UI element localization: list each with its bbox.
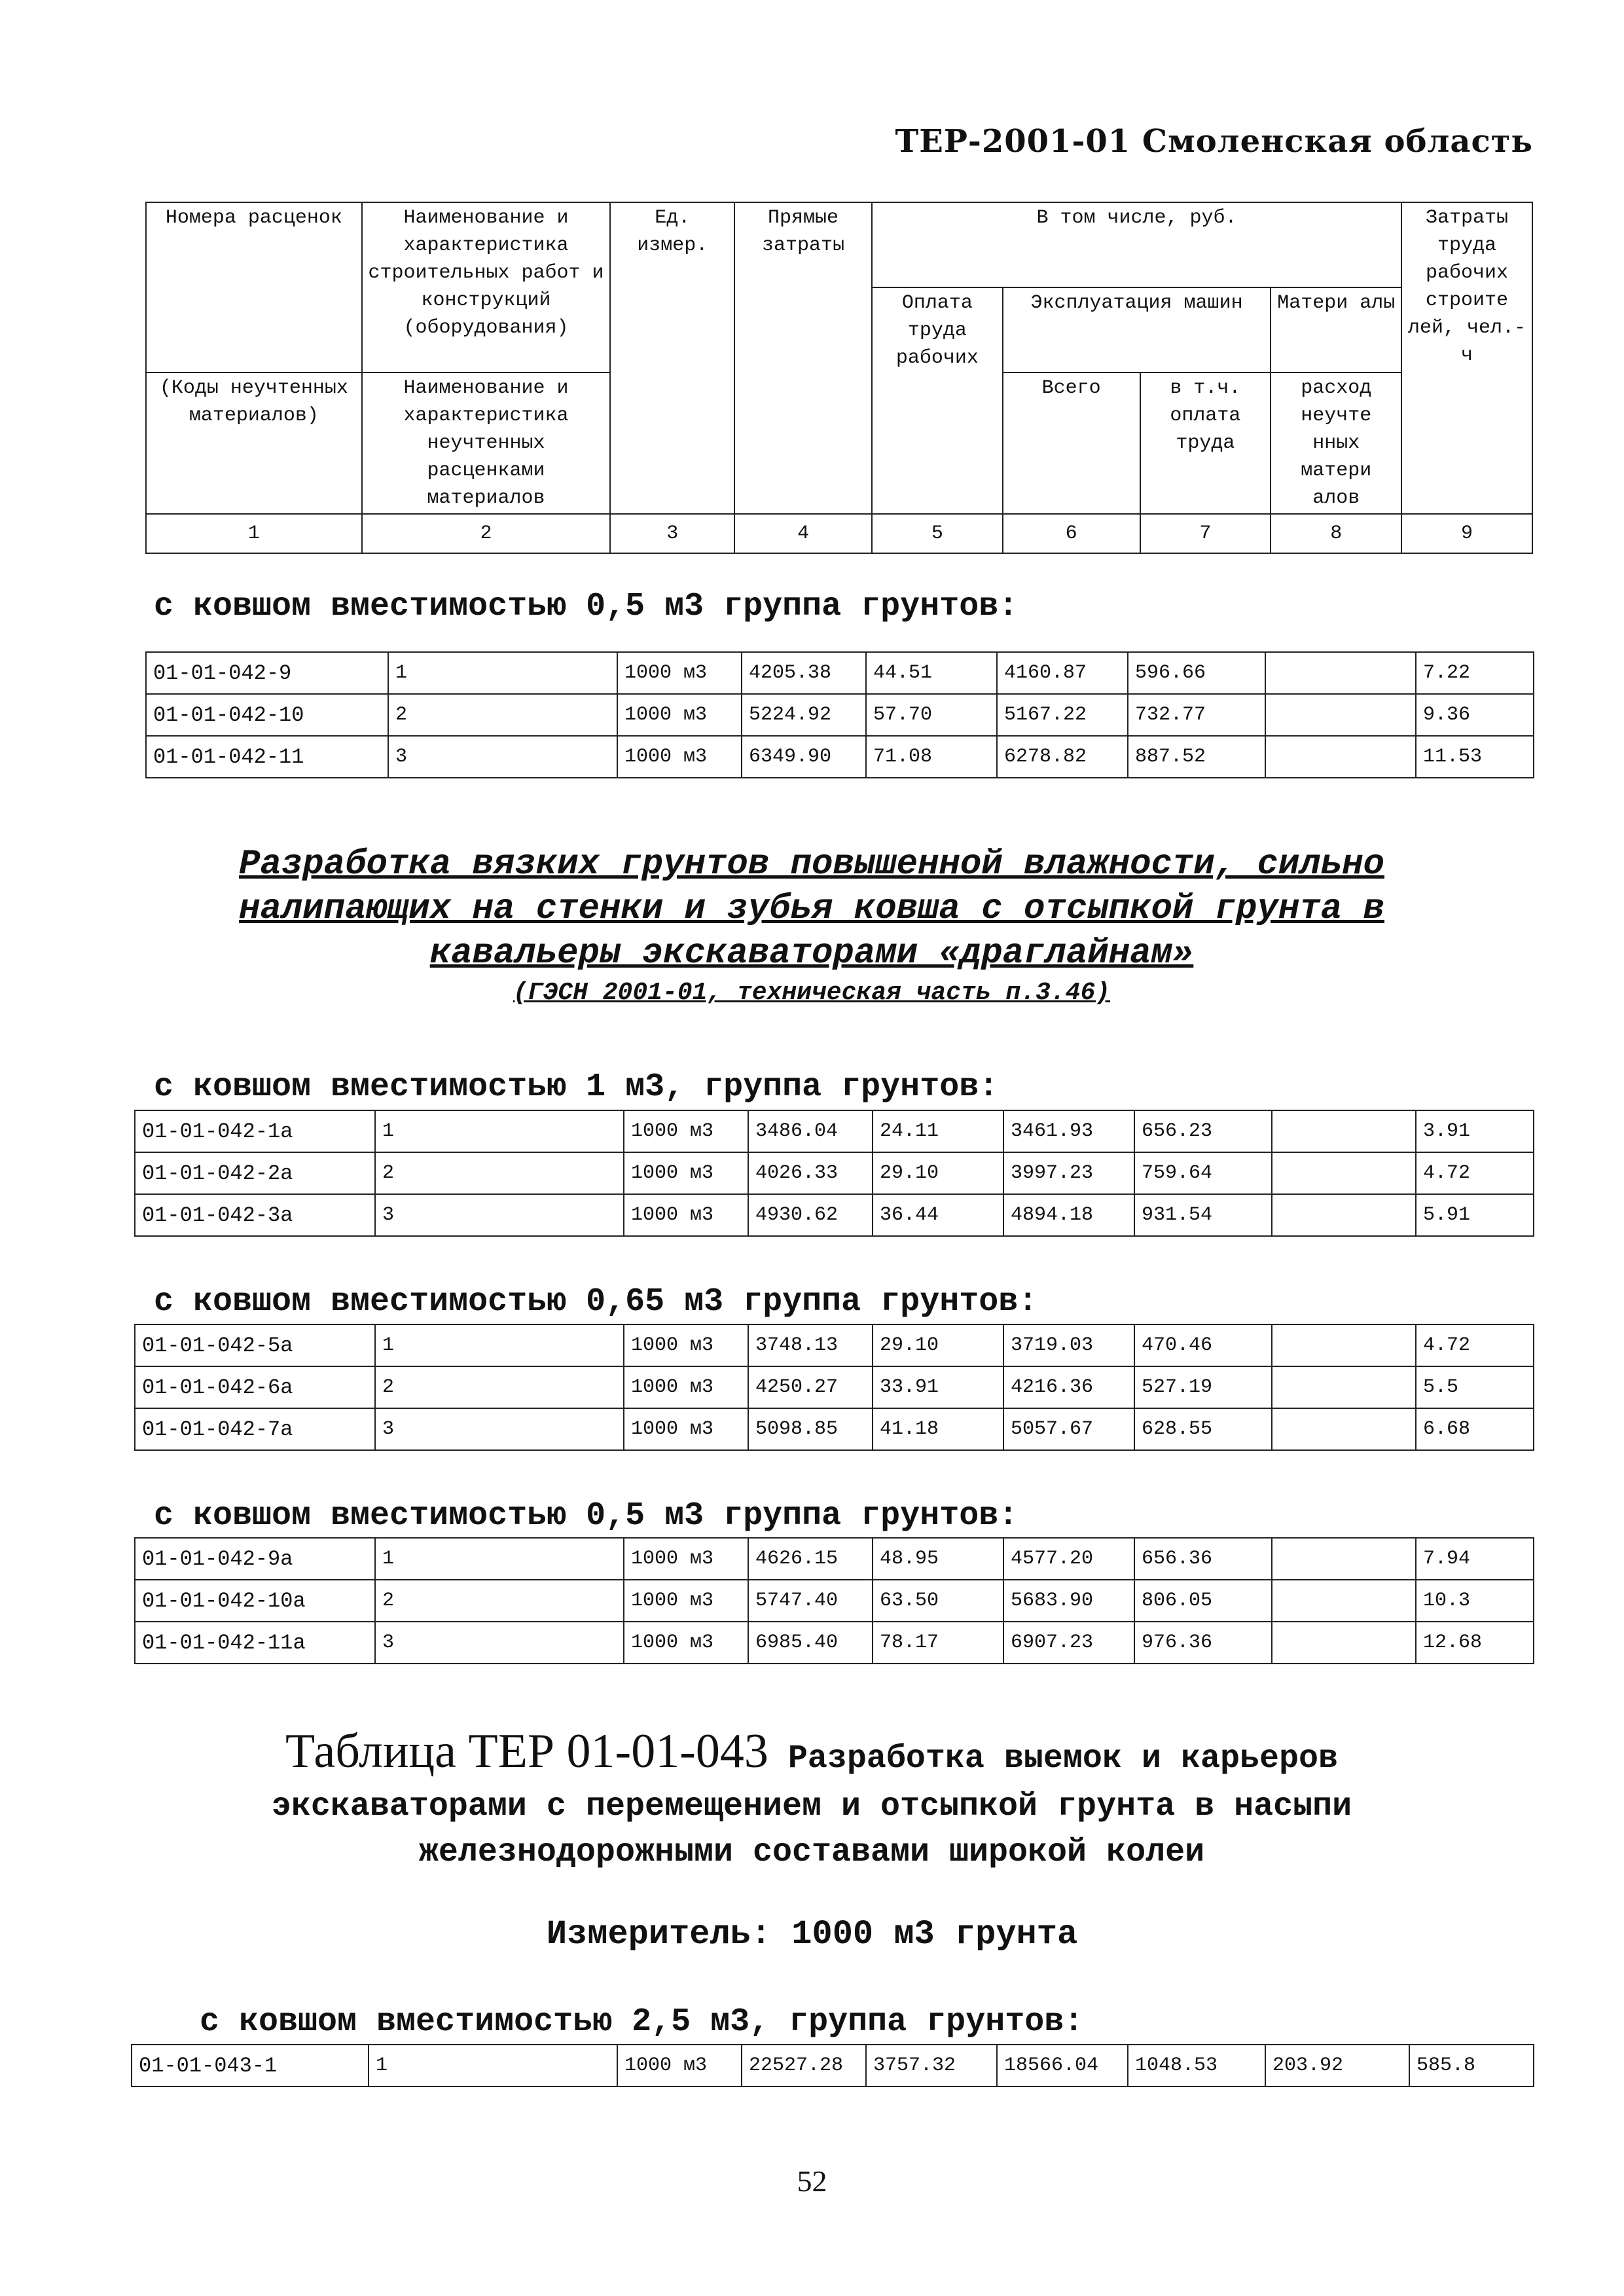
unit: 1000 м3: [617, 736, 742, 778]
direct-costs: 22527.28: [742, 2045, 866, 2086]
unit: 1000 м3: [624, 1408, 748, 1450]
materials: 203.92: [1265, 2045, 1409, 2086]
table-043-caption: [131, 1724, 1492, 1782]
labor-pay: 41.18: [873, 1408, 1003, 1450]
machines-total: 5167.22: [997, 694, 1128, 736]
col-group-including: В том числе, руб.: [872, 202, 1401, 287]
table-row: [135, 1194, 1534, 1236]
rates-table-1-m3: [134, 1110, 1534, 1237]
rate-code: 01-01-042-5а: [135, 1324, 375, 1366]
table-row: [146, 736, 1534, 778]
machines-labor: 976.36: [1134, 1622, 1272, 1664]
machines-labor: 806.05: [1134, 1580, 1272, 1622]
machines-labor: 887.52: [1128, 736, 1265, 778]
unit: 1000 м3: [617, 2045, 742, 2086]
machines-total: 3997.23: [1003, 1152, 1134, 1194]
work-item: 2: [375, 1366, 624, 1408]
labor-pay: 78.17: [873, 1622, 1003, 1664]
labor-pay: 57.70: [866, 694, 997, 736]
direct-costs: 6349.90: [742, 736, 866, 778]
col-labor-pay: Оплата труда рабочих: [872, 287, 1003, 514]
rate-code: 01-01-042-3а: [135, 1194, 375, 1236]
work-item: 3: [375, 1194, 624, 1236]
labor-hours: 4.72: [1416, 1324, 1534, 1366]
work-item: 1: [375, 1324, 624, 1366]
work-item: 1: [388, 652, 617, 694]
col-number: 7: [1140, 514, 1271, 553]
table-043-label: Таблица ТЕР 01-01-043: [285, 1724, 768, 1778]
labor-pay: 71.08: [866, 736, 997, 778]
section-title-line3: кавальеры экскаваторами «драглайнам»: [429, 934, 1194, 974]
labor-pay: 29.10: [873, 1152, 1003, 1194]
labor-hours: 10.3: [1416, 1580, 1534, 1622]
materials: [1272, 1152, 1416, 1194]
labor-hours: 9.36: [1416, 694, 1534, 736]
direct-costs: 5224.92: [742, 694, 866, 736]
machines-labor: 732.77: [1128, 694, 1265, 736]
materials: [1272, 1110, 1416, 1152]
machines-total: 3719.03: [1003, 1324, 1134, 1366]
table-row: [135, 1622, 1534, 1664]
unit: 1000 м3: [624, 1580, 748, 1622]
labor-pay: 24.11: [873, 1110, 1003, 1152]
labor-hours: 6.68: [1416, 1408, 1534, 1450]
labor-hours: 3.91: [1416, 1110, 1534, 1152]
section-heading: с ковшом вместимостью 0,5 м3 группа грунтов:: [154, 588, 1019, 625]
col-labor-hours: Затраты труда рабочих строите лей, чел.-ч: [1401, 202, 1532, 514]
machines-labor: 656.23: [1134, 1110, 1272, 1152]
table-row: [135, 1152, 1534, 1194]
col-number: 2: [362, 514, 611, 553]
work-item: 1: [369, 2045, 617, 2086]
rate-code: 01-01-042-11а: [135, 1622, 375, 1664]
machines-total: 6907.23: [1003, 1622, 1134, 1664]
labor-pay: 36.44: [873, 1194, 1003, 1236]
machines-total: 4160.87: [997, 652, 1128, 694]
labor-pay: 29.10: [873, 1324, 1003, 1366]
materials: [1272, 1580, 1416, 1622]
rate-code: 01-01-042-10: [146, 694, 388, 736]
unit: 1000 м3: [624, 1110, 748, 1152]
machines-labor: 470.46: [1134, 1324, 1272, 1366]
section-title-reference: (ГЭСН 2001-01, техническая часть п.3.46): [513, 979, 1111, 1007]
direct-costs: 5098.85: [748, 1408, 873, 1450]
unit: 1000 м3: [624, 1152, 748, 1194]
machines-labor: 628.55: [1134, 1408, 1272, 1450]
rate-code: 01-01-042-6а: [135, 1366, 375, 1408]
materials: [1272, 1622, 1416, 1664]
col-number: 1: [146, 514, 362, 553]
machines-total: 5683.90: [1003, 1580, 1134, 1622]
machines-labor: 1048.53: [1128, 2045, 1265, 2086]
section-title-line2: налипающих на стенки и зубья ковша с отсыпкой грунта в: [239, 889, 1384, 929]
labor-pay: 44.51: [866, 652, 997, 694]
direct-costs: 4626.15: [748, 1538, 873, 1580]
col-machines-total: Всего: [1003, 373, 1140, 514]
labor-pay: 33.91: [873, 1366, 1003, 1408]
rate-code: 01-01-042-10а: [135, 1580, 375, 1622]
direct-costs: 5747.40: [748, 1580, 873, 1622]
table-043-title3: железнодорожными составами широкой колеи: [418, 1834, 1205, 1871]
unit: 1000 м3: [624, 1366, 748, 1408]
machines-labor: 527.19: [1134, 1366, 1272, 1408]
rate-code: 01-01-043-1: [132, 2045, 369, 2086]
unit: 1000 м3: [624, 1324, 748, 1366]
machines-total: 6278.82: [997, 736, 1128, 778]
rates-table-0-5-m3-a: [134, 1537, 1534, 1664]
materials: [1272, 1538, 1416, 1580]
labor-pay: 63.50: [873, 1580, 1003, 1622]
table-043-measure: Измеритель: 1000 м3 грунта: [546, 1915, 1078, 1954]
labor-hours: 4.72: [1416, 1152, 1534, 1194]
direct-costs: 4205.38: [742, 652, 866, 694]
col-materials: Матери алы: [1271, 287, 1401, 373]
section-title-line1: Разработка вязких грунтов повышенной влажности, сильно: [239, 845, 1384, 884]
table-row: [135, 1580, 1534, 1622]
table-043-title1: Разработка выемок и карьеров: [787, 1740, 1338, 1777]
machines-total: 4894.18: [1003, 1194, 1134, 1236]
rates-table-0-5-m3: [145, 651, 1534, 778]
materials: [1272, 1194, 1416, 1236]
machines-labor: 656.36: [1134, 1538, 1272, 1580]
materials: [1265, 736, 1416, 778]
section-heading: с ковшом вместимостью 1 м3, группа грунтов:: [154, 1068, 999, 1106]
labor-hours: 585.8: [1409, 2045, 1534, 2086]
machines-total: 3461.93: [1003, 1110, 1134, 1152]
labor-hours: 7.94: [1416, 1538, 1534, 1580]
labor-hours: 7.22: [1416, 652, 1534, 694]
rates-table-043: [131, 2044, 1534, 2087]
page-header: ТЕР-2001-01 Смоленская область: [895, 123, 1533, 160]
work-item: 2: [375, 1152, 624, 1194]
work-item: 3: [388, 736, 617, 778]
col-number: 9: [1401, 514, 1532, 553]
machines-labor: 931.54: [1134, 1194, 1272, 1236]
labor-pay: 3757.32: [866, 2045, 997, 2086]
labor-hours: 11.53: [1416, 736, 1534, 778]
work-item: 2: [388, 694, 617, 736]
table-row: [132, 2045, 1534, 2086]
machines-labor: 596.66: [1128, 652, 1265, 694]
section-heading: с ковшом вместимостью 2,5 м3, группа грунтов:: [200, 2003, 1084, 2041]
rate-code: 01-01-042-7а: [135, 1408, 375, 1450]
col-number: 6: [1003, 514, 1140, 553]
col-material-codes: (Коды неучтенных материалов): [146, 373, 362, 514]
page-number: 52: [797, 2164, 827, 2198]
rate-code: 01-01-042-9а: [135, 1538, 375, 1580]
col-rate-numbers: Номера расценок: [146, 202, 362, 373]
col-work-name: Наименование и характеристика строительных работ и конструкций (оборудования): [362, 202, 611, 373]
table-row: [135, 1408, 1534, 1450]
direct-costs: 4930.62: [748, 1194, 873, 1236]
machines-total: 5057.67: [1003, 1408, 1134, 1450]
work-item: 3: [375, 1622, 624, 1664]
machines-total: 18566.04: [997, 2045, 1128, 2086]
rate-code: 01-01-042-9: [146, 652, 388, 694]
unit: 1000 м3: [624, 1194, 748, 1236]
col-number: 8: [1271, 514, 1401, 553]
table-row: [135, 1110, 1534, 1152]
materials: [1265, 694, 1416, 736]
col-number: 5: [872, 514, 1003, 553]
table-row: [146, 694, 1534, 736]
column-header-table: [145, 202, 1533, 554]
rate-code: 01-01-042-11: [146, 736, 388, 778]
table-row: [135, 1538, 1534, 1580]
col-material-names: Наименование и характеристика неучтенных расценками материалов: [362, 373, 611, 514]
direct-costs: 3486.04: [748, 1110, 873, 1152]
direct-costs: 6985.40: [748, 1622, 873, 1664]
table-row: [135, 1324, 1534, 1366]
col-unit: Ед. измер.: [610, 202, 734, 514]
labor-hours: 5.91: [1416, 1194, 1534, 1236]
work-item: 1: [375, 1110, 624, 1152]
section-heading: с ковшом вместимостью 0,5 м3 группа грунтов:: [154, 1497, 1019, 1535]
direct-costs: 3748.13: [748, 1324, 873, 1366]
direct-costs: 4026.33: [748, 1152, 873, 1194]
unit: 1000 м3: [617, 652, 742, 694]
materials: [1265, 652, 1416, 694]
labor-pay: 48.95: [873, 1538, 1003, 1580]
materials: [1272, 1324, 1416, 1366]
materials: [1272, 1366, 1416, 1408]
col-number: 4: [734, 514, 872, 553]
machines-total: 4577.20: [1003, 1538, 1134, 1580]
machines-total: 4216.36: [1003, 1366, 1134, 1408]
col-machines: Эксплуатация машин: [1003, 287, 1271, 373]
materials: [1272, 1408, 1416, 1450]
col-material-consumption: расход неучте нных матери алов: [1271, 373, 1401, 514]
col-direct-costs: Прямые затраты: [734, 202, 872, 514]
rate-code: 01-01-042-1а: [135, 1110, 375, 1152]
work-item: 3: [375, 1408, 624, 1450]
rates-table-0-65-m3: [134, 1324, 1534, 1451]
table-row: [146, 652, 1534, 694]
unit: 1000 м3: [617, 694, 742, 736]
work-item: 2: [375, 1580, 624, 1622]
direct-costs: 4250.27: [748, 1366, 873, 1408]
section-heading: с ковшом вместимостью 0,65 м3 группа грунтов:: [154, 1283, 1038, 1321]
table-043-title2: экскаваторами с перемещением и отсыпкой грунта в насыпи: [271, 1788, 1352, 1825]
unit: 1000 м3: [624, 1622, 748, 1664]
col-number: 3: [610, 514, 734, 553]
labor-hours: 12.68: [1416, 1622, 1534, 1664]
table-row: [135, 1366, 1534, 1408]
col-machines-labor: в т.ч. оплата труда: [1140, 373, 1271, 514]
rate-code: 01-01-042-2а: [135, 1152, 375, 1194]
work-item: 1: [375, 1538, 624, 1580]
labor-hours: 5.5: [1416, 1366, 1534, 1408]
unit: 1000 м3: [624, 1538, 748, 1580]
machines-labor: 759.64: [1134, 1152, 1272, 1194]
